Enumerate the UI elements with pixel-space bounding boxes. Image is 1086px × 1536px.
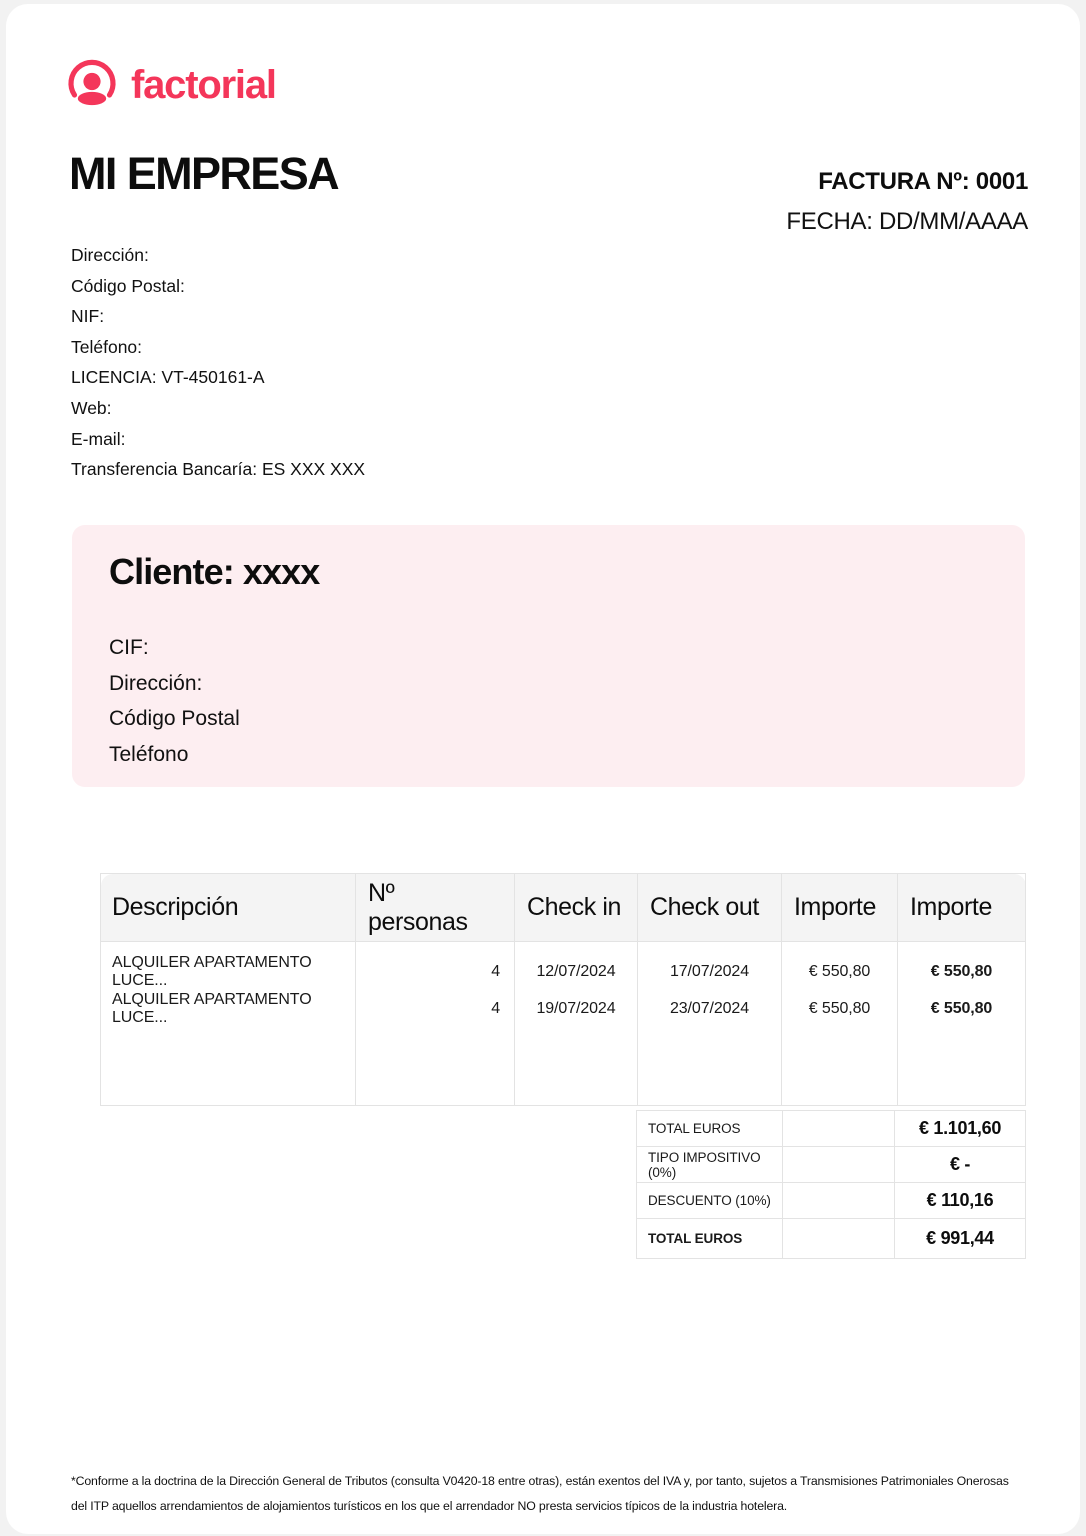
totals-spacer xyxy=(783,1219,895,1259)
company-details xyxy=(71,240,365,485)
totals-label: TOTAL EUROS xyxy=(637,1111,783,1147)
company-detail-line: E-mail: xyxy=(71,428,126,449)
invoice-number: FACTURA Nº: 0001 xyxy=(818,168,1028,195)
totals-value: € - xyxy=(895,1147,1026,1183)
line-items-table xyxy=(100,873,1026,1106)
company-detail-line: Código Postal: xyxy=(71,275,185,296)
totals-value: € 110,16 xyxy=(895,1183,1026,1219)
cell-total: € 550,80 xyxy=(898,942,1026,991)
totals-spacer xyxy=(783,1147,895,1183)
totals-value: € 1.101,60 xyxy=(895,1111,1026,1147)
totals-row xyxy=(637,1111,1026,1147)
totals-row xyxy=(637,1219,1026,1259)
totals-label: TIPO IMPOSITIVO (0%) xyxy=(637,1147,783,1183)
column-header-descripcion: Descripción xyxy=(101,874,356,942)
client-details xyxy=(109,630,240,772)
cell-empty xyxy=(638,1027,782,1105)
cell-check-in: 12/07/2024 xyxy=(515,942,638,991)
cell-persons: 4 xyxy=(356,942,515,991)
cell-amount: € 550,80 xyxy=(782,942,898,991)
column-header-checkin: Check in xyxy=(515,874,638,942)
totals-row xyxy=(637,1183,1026,1219)
totals-spacer xyxy=(783,1183,895,1219)
line-items-header xyxy=(101,874,1026,942)
client-card xyxy=(72,525,1025,787)
cell-description: ALQUILER APARTAMENTO LUCE... xyxy=(101,990,356,1027)
client-detail-line: CIF: xyxy=(109,636,149,659)
client-detail-line: Código Postal xyxy=(109,707,240,731)
cell-empty xyxy=(101,1027,356,1105)
column-header-importe-2: Importe xyxy=(898,874,1026,942)
cell-persons: 4 xyxy=(356,990,515,1027)
client-detail-line: Dirección: xyxy=(109,671,203,695)
totals-body xyxy=(637,1111,1026,1259)
legal-disclaimer: *Conforme a la doctrina de la Dirección General de Tributos (consulta V0420-18 entre otras), están exentos del IVA y, por tanto, sujetos a Transmisiones Patrimoniales Onerosas del ITP aquellos arrendamientos de alojamientos turísticos en los que el arrendador NO presta servicios típicos de la industria hotelera. xyxy=(71,1474,1009,1513)
company-detail-line: Transferencia Bancaría: ES XXX XXX xyxy=(71,459,366,480)
table-row xyxy=(101,942,1026,991)
cell-check-out: 17/07/2024 xyxy=(638,942,782,991)
column-header-checkout: Check out xyxy=(638,874,782,942)
totals-label-final: TOTAL EUROS xyxy=(637,1219,783,1259)
cell-empty xyxy=(898,1027,1026,1105)
table-empty-row xyxy=(101,1027,1026,1105)
totals-spacer xyxy=(783,1111,895,1147)
cell-empty xyxy=(515,1027,638,1105)
line-items-body xyxy=(101,942,1026,1106)
cell-empty xyxy=(782,1027,898,1105)
cell-description: ALQUILER APARTAMENTO LUCE... xyxy=(101,942,356,991)
company-detail-line: Dirección: xyxy=(71,245,149,265)
invoice-meta xyxy=(786,166,1028,239)
invoice-date: FECHA: DD/MM/AAAA xyxy=(786,208,1028,236)
cell-total: € 550,80 xyxy=(898,990,1026,1027)
brand-logo xyxy=(66,59,276,111)
cell-amount: € 550,80 xyxy=(782,990,898,1027)
cell-check-out: 23/07/2024 xyxy=(638,990,782,1027)
totals-table xyxy=(636,1110,1026,1259)
company-detail-line: Web: xyxy=(71,397,112,418)
column-header-personas: Nº personas xyxy=(356,874,515,942)
company-name: MI EMPRESA xyxy=(69,148,339,199)
cell-empty xyxy=(356,1027,515,1105)
column-header-importe-1: Importe xyxy=(782,874,898,942)
totals-row xyxy=(637,1147,1026,1183)
table-row xyxy=(101,990,1026,1027)
table-header-row xyxy=(101,874,1026,942)
brand-wordmark: factorial xyxy=(131,63,276,107)
company-detail-line: LICENCIA: VT-450161-A xyxy=(71,367,265,388)
company-detail-line: Teléfono: xyxy=(71,336,143,357)
invoice-page xyxy=(6,4,1080,1534)
company-detail-line: NIF: xyxy=(71,306,105,327)
client-detail-line: Teléfono xyxy=(109,742,189,766)
client-name: Cliente: xxxx xyxy=(109,551,320,592)
totals-label: DESCUENTO (10%) xyxy=(637,1183,783,1219)
factorial-person-circle-icon xyxy=(66,59,118,111)
cell-check-in: 19/07/2024 xyxy=(515,990,638,1027)
totals-value-final: € 991,44 xyxy=(895,1219,1026,1259)
